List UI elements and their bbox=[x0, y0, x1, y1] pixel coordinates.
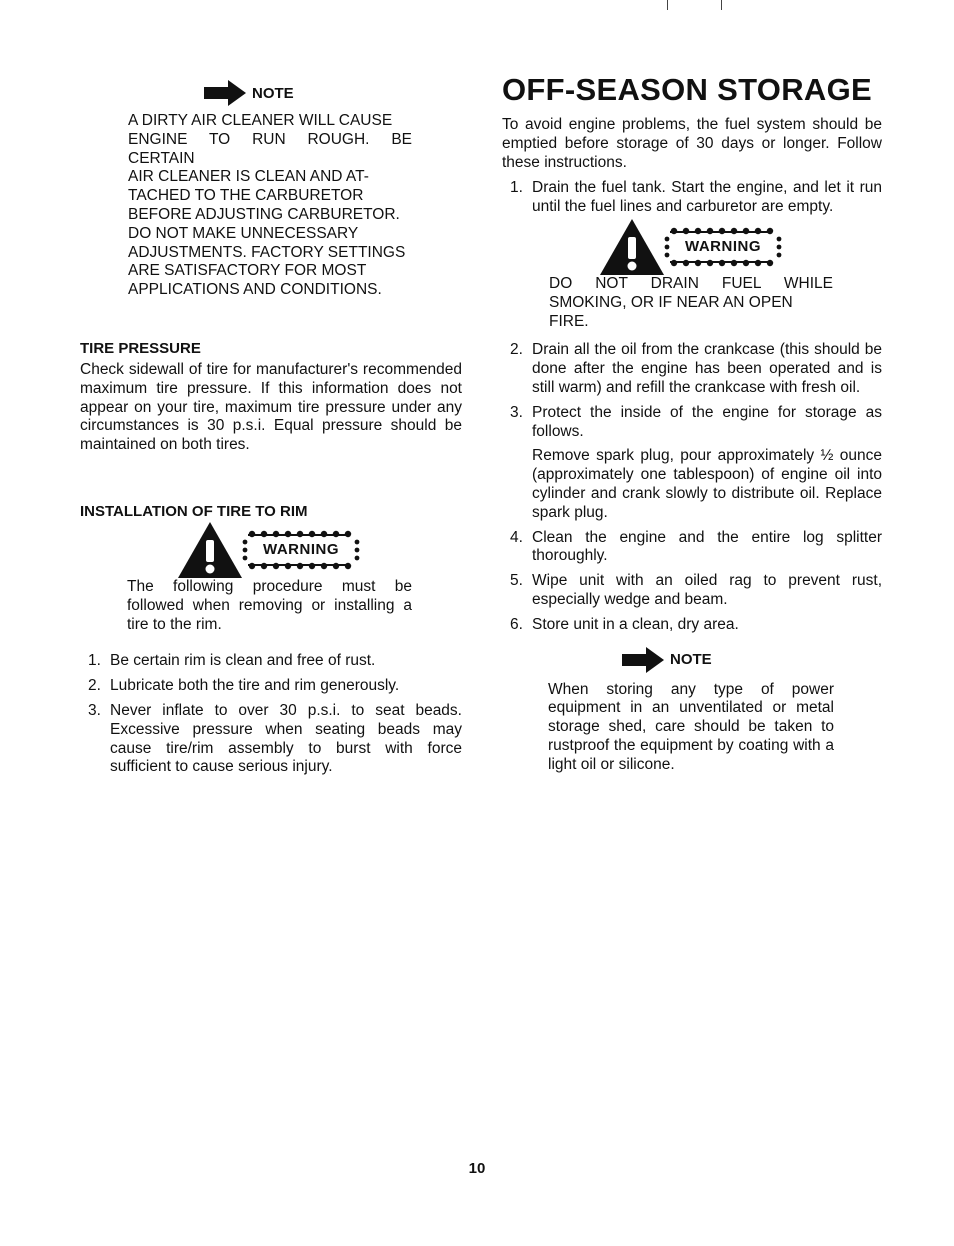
note-text: A DIRTY AIR CLEANER WILL CAUSE ENGINE TO RUN ROUGH. BE CERTAIN AIR CLEANER IS CLEAN AND AT- TACHED TO THE CARBURETOR BEFORE ADJUSTING CARBURETOR. DO NOT MAKE UNNECESSARY ADJUSTMENTS. FACTORY SETTINGS ARE SATISFACTORY FOR MOST APPLICATIONS AND CONDITIONS. bbox=[128, 112, 412, 299]
note-heading bbox=[622, 647, 882, 673]
tire-pressure-text: Check sidewall of tire for manufacturer's recommended maximum tire pressure. If this information does not appear on your tire, maximum tire pressure under any circumstances is 30 p.s.i. Equal pressure should be maintained on both tires. bbox=[80, 360, 462, 454]
list-item: 3. Never inflate to over 30 p.s.i. to seat beads. Excessive pressure when seating beads may cause tire/rim assembly to burst with force sufficient to cause serious injury. bbox=[88, 701, 462, 776]
tire-install-steps bbox=[80, 652, 462, 777]
storage-steps-a bbox=[502, 179, 882, 217]
warning-label: WARNING bbox=[263, 541, 339, 559]
tire-pressure-heading: TIRE PRESSURE bbox=[80, 339, 201, 357]
arrow-right-icon bbox=[204, 80, 250, 106]
page-number: 10 bbox=[468, 1160, 486, 1177]
list-item: 4. Clean the engine and the entire log splitter thoroughly. bbox=[510, 528, 882, 565]
warning-triangle-icon bbox=[600, 219, 664, 275]
warning-badge bbox=[242, 530, 360, 570]
list-item: 2. Drain all the oil from the crankcase (this should be done after the engine has been operated and is still warm) and refill the crankcase with fresh oil. bbox=[510, 341, 882, 396]
page-title: OFF-SEASON STORAGE bbox=[502, 72, 872, 107]
install-heading: INSTALLATION OF TIRE TO RIM bbox=[80, 502, 308, 520]
warning-badge bbox=[664, 227, 782, 267]
list-item: 1. Be certain rim is clean and free of rust. bbox=[88, 652, 376, 670]
left-column bbox=[80, 80, 462, 777]
warning-label: WARNING bbox=[685, 238, 761, 256]
list-item: 3. Protect the inside of the engine for storage as follows. bbox=[510, 403, 882, 440]
warning-triangle-icon bbox=[178, 522, 242, 578]
note-heading bbox=[204, 80, 462, 106]
warning-text: The following procedure must be followed when removing or installing a tire to the rim. bbox=[127, 577, 412, 633]
note-label: NOTE bbox=[252, 84, 294, 102]
storage-steps-c bbox=[502, 529, 882, 635]
note-label: NOTE bbox=[670, 651, 712, 669]
arrow-right-icon bbox=[622, 647, 668, 673]
list-item: 2. Lubricate both the tire and rim generously. bbox=[88, 677, 400, 695]
list-item: 6. Store unit in a clean, dry area. bbox=[510, 615, 739, 633]
right-column bbox=[502, 72, 882, 775]
warning-header bbox=[178, 522, 462, 578]
fuel-warning-text: DO NOT DRAIN FUEL WHILE SMOKING, OR IF NEAR AN OPEN FIRE. bbox=[549, 274, 833, 330]
list-item: 1. Drain the fuel tank. Start the engine, and let it run until the fuel lines and carburetor are empty. bbox=[510, 179, 882, 216]
storage-intro: To avoid engine problems, the fuel system should be emptied before storage of 30 days or longer. Follow these instructions. bbox=[502, 116, 882, 171]
warning-header bbox=[600, 219, 882, 275]
step3-detail: Remove spark plug, pour approximately ½ ounce (approximately one tablespoon) of engine oil into cylinder and crank slowly to distribute oil. Replace spark plug. bbox=[532, 447, 882, 521]
note-text: When storing any type of power equipment in an unventilated or metal storage shed, care should be taken to rustproof the equipment by coating with a light oil or silicone. bbox=[548, 680, 834, 773]
registration-mark bbox=[721, 0, 722, 10]
registration-mark bbox=[667, 0, 668, 10]
storage-steps-b bbox=[502, 341, 882, 441]
list-item: 5. Wipe unit with an oiled rag to prevent rust, especially wedge and beam. bbox=[510, 572, 882, 608]
